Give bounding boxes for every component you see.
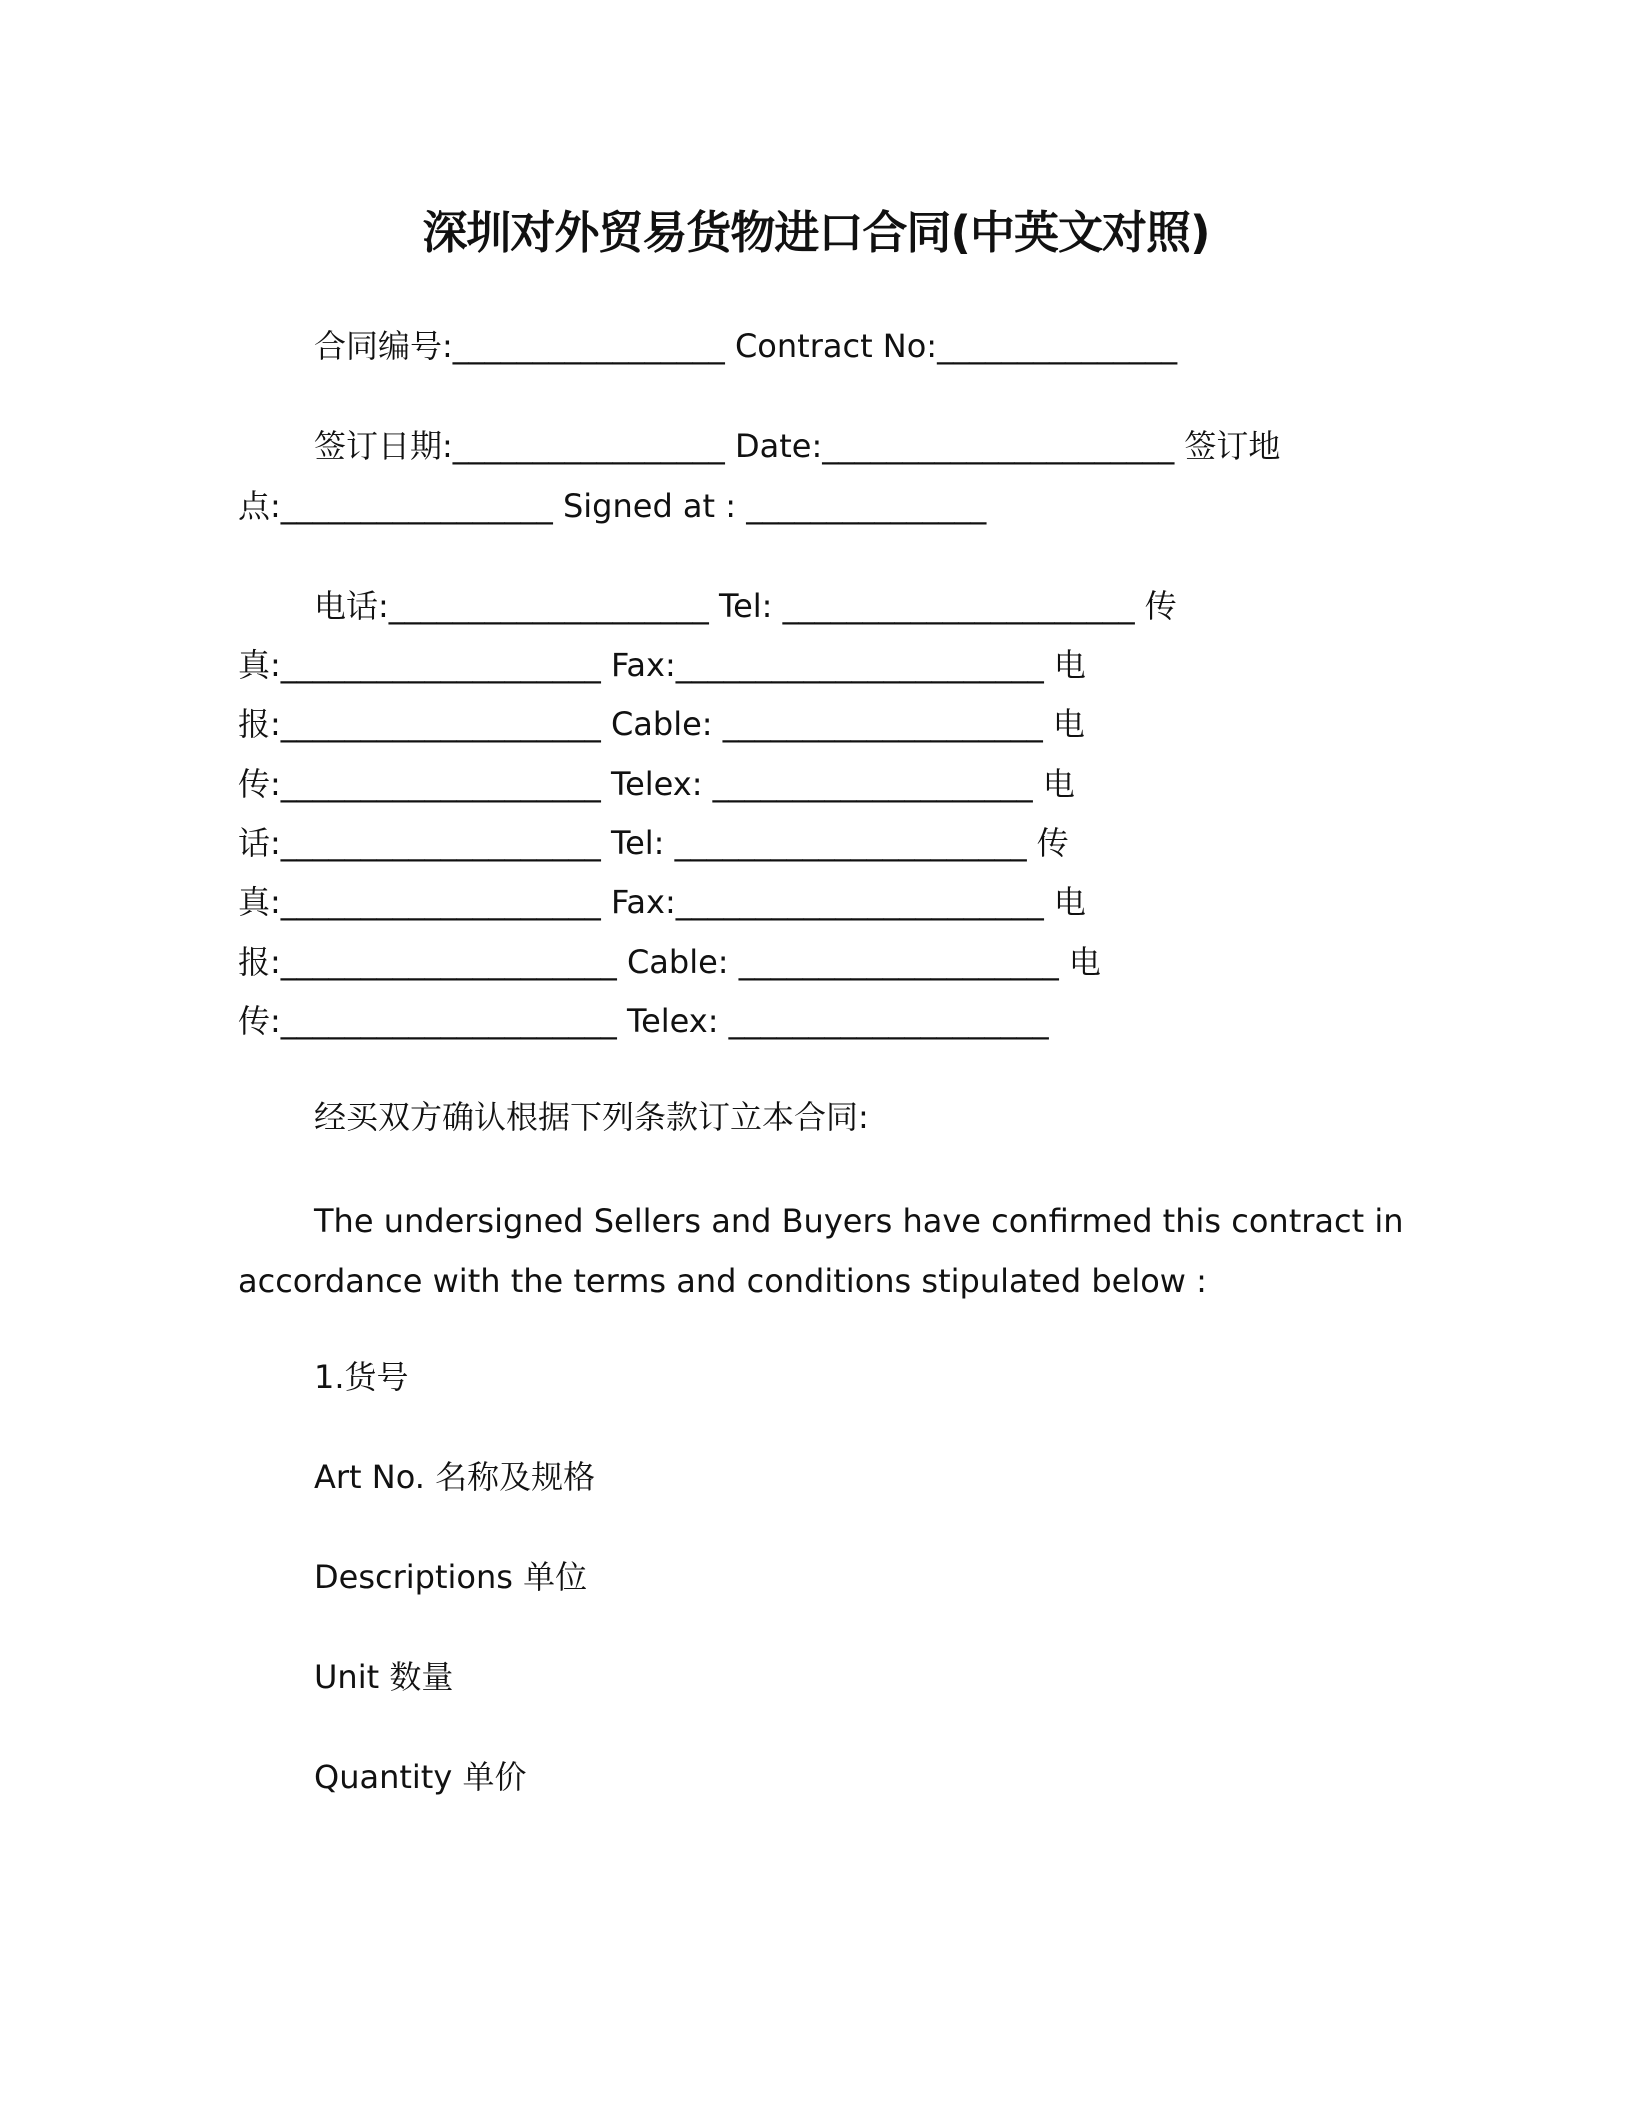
phone-line: 电话:____________________ Tel: ______________________ 传 [314, 587, 1177, 625]
item-unit-price-heading: Quantity 单价 [314, 1758, 527, 1796]
contract-number-line: 合同编号:_________________ Contract No:_______________ [314, 327, 1178, 365]
cable-line: 报:____________________ Cable: ____________________ 电 [238, 705, 1085, 743]
signing-date-line: 签订日期:_________________ Date:______________________ 签订地 [314, 427, 1281, 465]
item-unit-heading: Descriptions 单位 [314, 1558, 588, 1596]
item-art-no-heading: 1.货号 [314, 1358, 409, 1396]
fax-line-2: 真:____________________ Fax:_______________________ 电 [238, 883, 1086, 921]
telex-line: 传:____________________ Telex: ____________________ 电 [238, 765, 1075, 803]
agreement-statement-en-2: accordance with the terms and conditions stipulated below : [238, 1262, 1207, 1300]
phone-line-2: 话:____________________ Tel: ______________________ 传 [238, 824, 1069, 862]
item-description-heading: Art No. 名称及规格 [314, 1458, 596, 1496]
telex-line-2: 传:_____________________ Telex: ____________________ [238, 1002, 1049, 1040]
document-title: 深圳对外贸易货物进口合同(中英文对照) [422, 206, 1210, 259]
agreement-statement-en-1: The undersigned Sellers and Buyers have confirmed this contract in [314, 1202, 1404, 1240]
item-quantity-heading: Unit 数量 [314, 1658, 454, 1696]
fax-line: 真:____________________ Fax:_______________________ 电 [238, 646, 1086, 684]
agreement-statement-cn: 经买双方确认根据下列条款订立本合同: [314, 1098, 869, 1136]
cable-line-2: 报:_____________________ Cable: ____________________ 电 [238, 943, 1101, 981]
signing-place-line: 点:_________________ Signed at : _______________ [238, 487, 987, 525]
